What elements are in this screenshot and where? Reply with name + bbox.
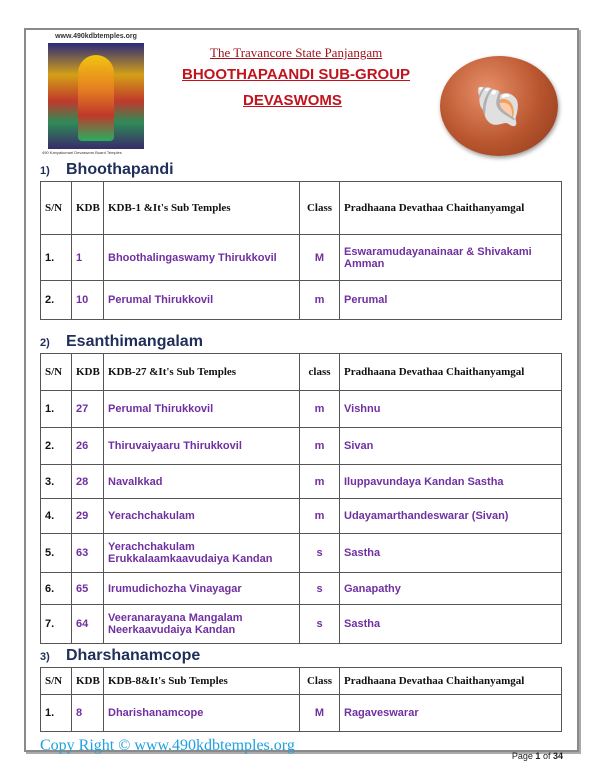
table-cell: m: [300, 499, 340, 534]
table-cell: 63: [72, 534, 104, 573]
table-cell: Thiruvaiyaaru Thirukkovil: [104, 428, 300, 465]
table-row: [41, 695, 562, 732]
document-title-line2: DEVASWOMS: [243, 92, 342, 109]
page-number: Page 1 of 34: [511, 751, 563, 761]
column-header: Pradhaana Devathaa Chaithanyamgal: [340, 668, 562, 695]
table-cell: m: [300, 465, 340, 499]
table-cell: Bhoothalingaswamy Thirukkovil: [104, 235, 300, 281]
table-cell: Sastha: [340, 534, 562, 573]
table-row: [41, 235, 562, 281]
logo-url: www.490kdbtemples.org: [55, 33, 137, 40]
table-cell: m: [300, 281, 340, 320]
table-cell: Vishnu: [340, 391, 562, 428]
table-row: [41, 573, 562, 605]
conch-icon: 🐚: [474, 84, 524, 129]
table-cell: Irumudichozha Vinayagar: [104, 573, 300, 605]
temple-table: [40, 181, 562, 320]
table-cell: s: [300, 534, 340, 573]
table-cell: Yerachchakulam Erukkalaamkaavudaiya Kandan: [104, 534, 300, 573]
table-cell: s: [300, 573, 340, 605]
table-cell: 5.: [41, 534, 72, 573]
column-header: KDB: [72, 354, 104, 391]
table-cell: 8: [72, 695, 104, 732]
column-header: KDB-1 &It's Sub Temples: [104, 182, 300, 235]
column-header: Class: [300, 668, 340, 695]
table-header-row: [41, 668, 562, 695]
table-row: [41, 281, 562, 320]
table-cell: 65: [72, 573, 104, 605]
column-header: KDB-27 &It's Sub Temples: [104, 354, 300, 391]
table-cell: s: [300, 605, 340, 644]
table-cell: 1.: [41, 695, 72, 732]
column-header: class: [300, 354, 340, 391]
document-subtitle: The Travancore State Panjangam: [210, 45, 383, 60]
table-cell: 6.: [41, 573, 72, 605]
table-cell: Sastha: [340, 605, 562, 644]
column-header: Pradhaana Devathaa Chaithanyamgal: [340, 354, 562, 391]
table-cell: 1.: [41, 235, 72, 281]
table-row: [41, 465, 562, 499]
table-cell: 27: [72, 391, 104, 428]
column-header: S/N: [41, 182, 72, 235]
table-cell: Ragaveswarar: [340, 695, 562, 732]
table-cell: m: [300, 428, 340, 465]
table-header-row: [41, 182, 562, 235]
table-cell: 3.: [41, 465, 72, 499]
table-cell: 29: [72, 499, 104, 534]
column-header: S/N: [41, 354, 72, 391]
table-cell: Iluppavundaya Kandan Sastha: [340, 465, 562, 499]
table-cell: Yerachchakulam: [104, 499, 300, 534]
temple-logo: [42, 33, 150, 157]
table-cell: Navalkkad: [104, 465, 300, 499]
table-cell: Dharishanamcope: [104, 695, 300, 732]
deity-image: [48, 43, 144, 149]
table-header-row: [41, 354, 562, 391]
table-cell: M: [300, 695, 340, 732]
temple-table: [40, 353, 562, 644]
document-title: BHOOTHAPAANDI SUB-GROUP: [182, 66, 411, 83]
table-cell: 4.: [41, 499, 72, 534]
table-cell: 1.: [41, 391, 72, 428]
table-row: [41, 605, 562, 644]
section-heading: 3) Dharshanamcope: [40, 647, 201, 664]
table-cell: Ganapathy: [340, 573, 562, 605]
table-cell: 64: [72, 605, 104, 644]
table-row: [41, 534, 562, 573]
table-cell: 28: [72, 465, 104, 499]
column-header: Class: [300, 182, 340, 235]
table-row: [41, 391, 562, 428]
table-cell: 2.: [41, 281, 72, 320]
column-header: KDB: [72, 182, 104, 235]
table-cell: Udayamarthandeswarar (Sivan): [340, 499, 562, 534]
column-header: Pradhaana Devathaa Chaithanyamgal: [340, 182, 562, 235]
table-cell: m: [300, 391, 340, 428]
table-cell: 1: [72, 235, 104, 281]
conch-seal-image: [440, 56, 558, 156]
column-header: KDB-8&It's Sub Temples: [104, 668, 300, 695]
table-cell: 10: [72, 281, 104, 320]
table-cell: 2.: [41, 428, 72, 465]
copyright-watermark: Copy Right © www.490kdbtemples.org: [40, 737, 295, 754]
section-heading: 1) Bhoothapandi: [40, 161, 174, 178]
table-cell: Perumal Thirukkovil: [104, 281, 300, 320]
table-cell: Eswaramudayanainaar & Shivakami Amman: [340, 235, 562, 281]
temple-table: [40, 667, 562, 732]
column-header: KDB: [72, 668, 104, 695]
table-cell: Perumal: [340, 281, 562, 320]
column-header: S/N: [41, 668, 72, 695]
table-row: [41, 428, 562, 465]
table-cell: 26: [72, 428, 104, 465]
section-heading: 2) Esanthimangalam: [40, 333, 203, 350]
table-cell: Sivan: [340, 428, 562, 465]
table-cell: M: [300, 235, 340, 281]
table-cell: 7.: [41, 605, 72, 644]
logo-caption: 490 Kanyakumari Devaswom Board Temples: [42, 150, 122, 155]
document-content: [40, 160, 562, 756]
table-row: [41, 499, 562, 534]
table-cell: Veeranarayana Mangalam Neerkaavudaiya Kandan: [104, 605, 300, 644]
table-cell: Perumal Thirukkovil: [104, 391, 300, 428]
